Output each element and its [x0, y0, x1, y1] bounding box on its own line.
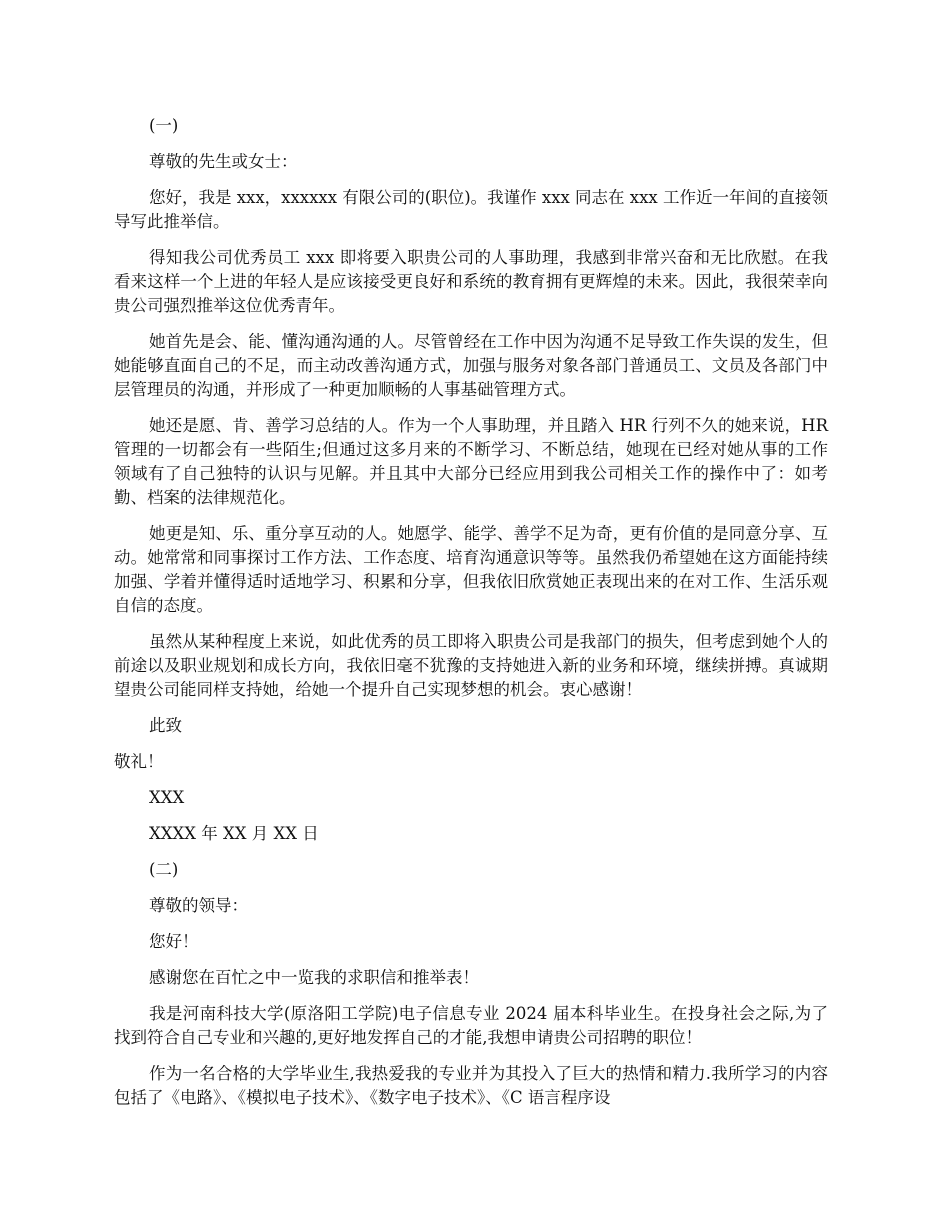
letter1-paragraph: 她首先是会、能、懂沟通沟通的人。尽管曾经在工作中因为沟通不足导致工作失误的发生，但她能够直面自己的不足，而主动改善沟通方式，加强与服务对象各部门普通员工、文员及各部门中层管理员的沟通，并形成了一种更加顺畅的人事基础管理方式。 [114, 332, 828, 399]
letter1-paragraph: 虽然从某种程度上来说，如此优秀的员工即将入职贵公司是我部门的损失，但考虑到她个人的前途以及职业规划和成长方向，我依旧毫不犹豫的支持她进入新的业务和环境，继续拼搏。真诚期望贵公司能同样支持她，给她一个提升自己实现梦想的机会。衷心感谢！ [114, 632, 828, 699]
letter1-signature: XXX [149, 788, 185, 807]
letter2-paragraph: 作为一名合格的大学毕业生,我热爱我的专业并为其投入了巨大的热情和精力.我所学习的内容包括了《电路》、《模拟电子技术》、《数字电子技术》、《C 语言程序设 [114, 1064, 828, 1107]
letter2-paragraph: 我是河南科技大学(原洛阳工学院)电子信息专业 2024 届本科毕业生。在投身社会之际,为了找到符合自己专业和兴趣的,更好地发挥自己的才能,我想申请贵公司招聘的职位！ [114, 1004, 828, 1047]
letter1-closing: 此致 [149, 716, 182, 735]
document-body [114, 114, 828, 1122]
letter2-paragraph: 感谢您在百忙之中一览我的求职信和推举表！ [149, 968, 479, 987]
letter1-paragraph: 她还是愿、肯、善学习总结的人。作为一个人事助理，并且踏入 HR 行列不久的她来说，HR 管理的一切都会有一些陌生;但通过这多月来的不断学习、不断总结，她现在已经对她从事的工作领域有了自己独特的认识与见解。并且其中大部分已经应用到我公司相关工作的操作中了：如考勤、档案的法律规范化。 [114, 416, 828, 507]
letter1-date: XXXX 年 XX 月 XX 日 [149, 824, 319, 843]
letter1-regards: 敬礼！ [114, 752, 164, 771]
letter2-heading: (二) [149, 860, 179, 879]
letter1-paragraph: 您好，我是 xxx，xxxxxx 有限公司的(职位)。我谨作 xxx 同志在 xxx 工作近一年间的直接领导写此推举信。 [114, 188, 828, 231]
letter1-salutation: 尊敬的先生或女士： [149, 152, 298, 171]
letter2-salutation: 尊敬的领导： [149, 896, 248, 915]
letter1-paragraph: 她更是知、乐、重分享互动的人。她愿学、能学、善学不足为奇，更有价值的是同意分享、互动。她常常和同事探讨工作方法、工作态度、培育沟通意识等等。虽然我仍希望她在这方面能持续加强、学着并懂得适时适地学习、积累和分享，但我依旧欣赏她正表现出来的在对工作、生活乐观自信的态度。 [114, 524, 828, 615]
letter1-heading: (一) [149, 116, 179, 135]
letter2-greeting: 您好！ [149, 932, 199, 951]
letter1-paragraph: 得知我公司优秀员工 xxx 即将要入职贵公司的人事助理，我感到非常兴奋和无比欣慰。在我看来这样一个上进的年轻人是应该接受更良好和系统的教育拥有更辉煌的未来。因此，我很荣幸向贵公司强烈推举这位优秀青年。 [114, 248, 828, 315]
